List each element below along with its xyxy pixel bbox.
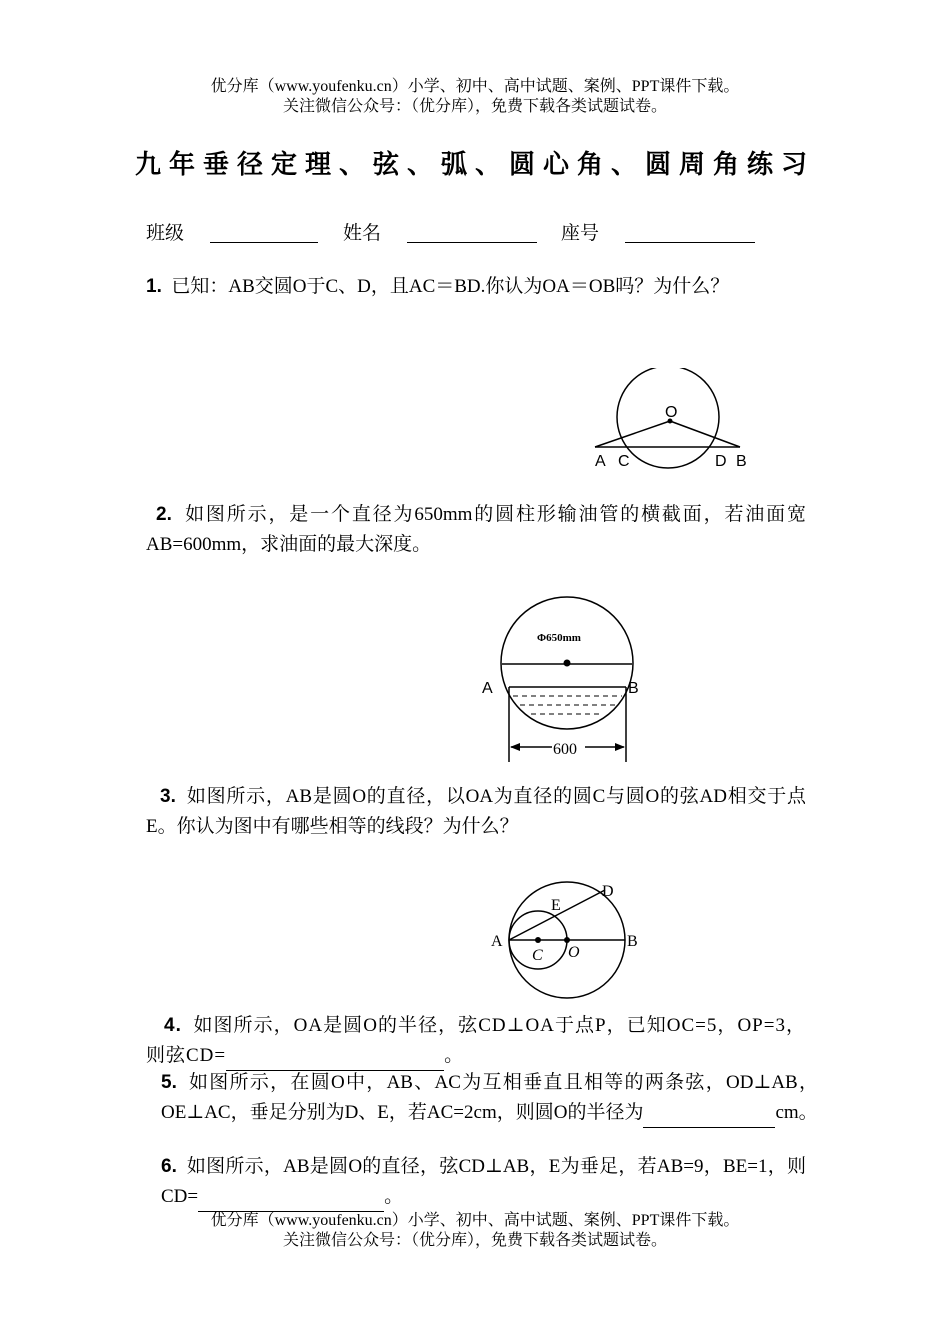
figure-3	[485, 875, 655, 1005]
question-4	[146, 1011, 806, 1071]
answer-blank	[643, 1109, 775, 1128]
question-text: 如图所示，AB是圆O的直径，以OA为直径的圆C与圆O的弦AD相交于点E。你认为图中有哪些相等的线段？为什么？	[146, 786, 806, 837]
point-o	[564, 937, 570, 943]
question-2	[146, 500, 806, 560]
label-c: C	[532, 947, 543, 964]
page-title: 九年垂径定理、弦、弧、圆心角、圆周角练习	[134, 150, 815, 180]
figure-1	[585, 368, 765, 478]
label-a: A	[482, 680, 493, 697]
label-c: C	[618, 453, 630, 470]
question-text: 如图所示，OA是圆O的半径，弦CD⊥OA于点P，已知OC=5，OP=3，则弦CD=	[146, 1015, 806, 1066]
seat-label: 座号	[561, 223, 600, 244]
question-1	[146, 272, 806, 302]
question-number: 2.	[156, 504, 172, 525]
question-text: 已知：AB交圆O于C、D，且AC＝BD.你认为OA＝OB吗？为什么？	[171, 276, 730, 297]
question-5	[161, 1068, 818, 1128]
label-b: B	[736, 453, 747, 470]
arrow-right	[615, 743, 625, 751]
figure-2	[475, 590, 655, 770]
question-number: 1.	[146, 276, 162, 297]
question-number: 6.	[161, 1156, 177, 1177]
question-tail: 。	[444, 1045, 465, 1066]
footer-line-1: 优分库（www.youfenku.cn）小学、初中、高中试题、案例、PPT课件下载。	[210, 1212, 740, 1229]
class-blank	[210, 222, 318, 243]
label-a: A	[595, 453, 606, 470]
label-d: D	[715, 453, 727, 470]
seat-blank	[625, 222, 755, 243]
header-line-1: 优分库（www.youfenku.cn）小学、初中、高中试题、案例、PPT课件下载。	[210, 78, 740, 95]
label-o: O	[665, 404, 678, 421]
question-tail: 。	[384, 1186, 404, 1207]
question-6	[161, 1152, 806, 1212]
question-text: 如图所示，在圆O中，AB、AC为互相垂直且相等的两条弦，OD⊥AB，OE⊥AC，垂足分别为D、E，若AC=2cm，则圆O的半径为	[161, 1072, 819, 1123]
name-blank	[407, 222, 537, 243]
name-label: 姓名	[343, 223, 382, 244]
diameter-label: Φ650mm	[537, 632, 581, 644]
header-line-2: 关注微信公众号：（优分库），免费下载各类试题试卷。	[282, 98, 667, 115]
segment-ob	[670, 421, 740, 447]
segment-oa	[595, 421, 670, 447]
question-3	[146, 782, 806, 842]
width-label: 600	[553, 741, 577, 758]
question-text: 如图所示，AB是圆O的直径，弦CD⊥AB，E为垂足，若AB=9，BE=1，则CD=	[161, 1156, 807, 1207]
class-label: 班级	[146, 223, 185, 244]
footer-line-2: 关注微信公众号：（优分库），免费下载各类试题试卷。	[282, 1232, 667, 1249]
pipe-center	[564, 660, 571, 667]
label-e: E	[551, 897, 561, 914]
answer-blank	[198, 1193, 384, 1212]
question-text: 如图所示，是一个直径为650mm的圆柱形输油管的横截面，若油面宽AB=600mm，求油面的最大深度。	[146, 504, 807, 555]
label-b: B	[628, 680, 639, 697]
point-c	[535, 937, 541, 943]
label-b: B	[627, 933, 638, 950]
question-number: 5.	[161, 1072, 177, 1093]
label-o: O	[568, 944, 580, 961]
arrow-left	[510, 743, 520, 751]
label-d: D	[602, 883, 614, 900]
question-tail: cm。	[775, 1102, 818, 1123]
question-number: 3.	[160, 786, 176, 807]
label-a: A	[491, 933, 503, 950]
question-number: 4.	[164, 1015, 182, 1036]
